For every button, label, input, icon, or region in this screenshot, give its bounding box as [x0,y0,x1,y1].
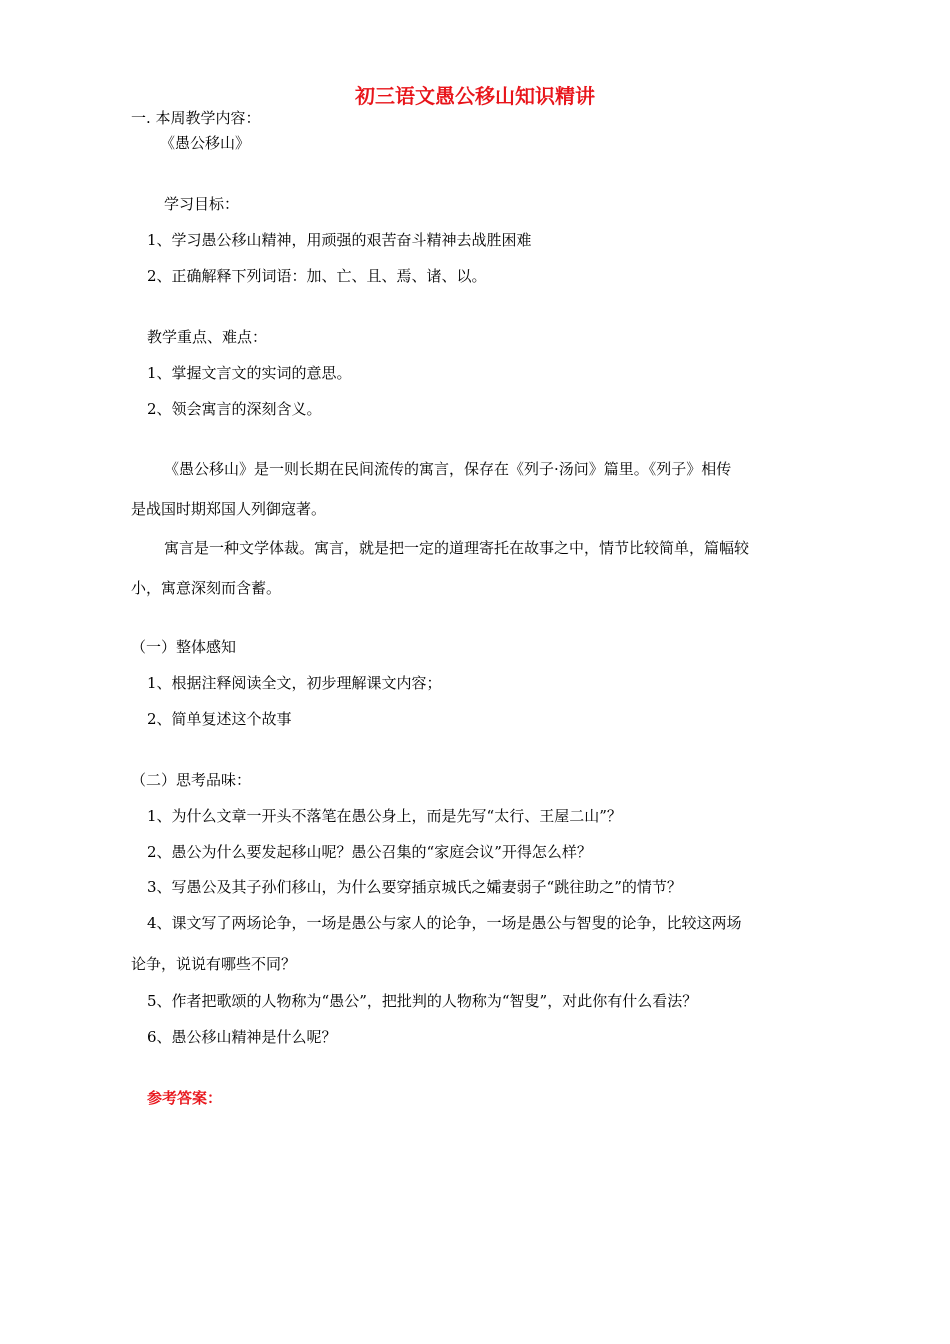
part1-heading: （一）整体感知 [131,638,237,656]
part1-item: 2、简单复述这个故事 [147,710,292,728]
intro-paragraph-line: 《愚公移山》是一则长期在民间流传的寓言，保存在《列子·汤问》篇里。《列子》相传 [164,460,732,478]
question-item: 论争，说说有哪些不同？ [131,955,297,973]
objective-item: 2、正确解释下列词语：加、亡、且、焉、诸、以。 [147,267,487,285]
question-item: 5、作者把歌颂的人物称为“愚公”，把批判的人物称为“智叟”，对此你有什么看法？ [147,992,698,1010]
key-point-item: 2、领会寓言的深刻含义。 [147,400,322,418]
intro-paragraph-line: 小，寓意深刻而含蓄。 [131,579,282,597]
question-item: 1、为什么文章一开头不落笔在愚公身上，而是先写“太行、王屋二山”？ [147,807,622,825]
intro-paragraph-line: 是战国时期郑国人列御寇著。 [131,500,327,518]
objective-item: 1、学习愚公移山精神，用顽强的艰苦奋斗精神去战胜困难 [147,231,532,249]
question-item: 6、愚公移山精神是什么呢？ [147,1028,337,1046]
intro-paragraph-line: 寓言是一种文学体裁。寓言，就是把一定的道理寄托在故事之中，情节比较简单，篇幅较 [164,539,750,557]
page-title: 初三语文愚公移山知识精讲 [355,84,595,108]
question-item: 3、写愚公及其子孙们移山，为什么要穿插京城氏之孀妻弱子“跳往助之”的情节？ [147,878,682,896]
objectives-heading: 学习目标： [164,195,240,213]
section-heading: 一. 本周教学内容： [131,109,261,127]
key-point-item: 1、掌握文言文的实词的意思。 [147,364,352,382]
question-item: 4、课文写了两场论争，一场是愚公与家人的论争，一场是愚公与智叟的论争，比较这两场 [147,914,742,932]
question-item: 2、愚公为什么要发起移山呢？愚公召集的“家庭会议”开得怎么样？ [147,843,592,861]
part1-item: 1、根据注释阅读全文，初步理解课文内容； [147,674,442,692]
answers-label: 参考答案： [147,1089,223,1107]
part2-heading: （二）思考品味： [131,771,252,789]
lesson-title: 《愚公移山》 [160,134,251,152]
key-points-heading: 教学重点、难点： [147,328,268,346]
